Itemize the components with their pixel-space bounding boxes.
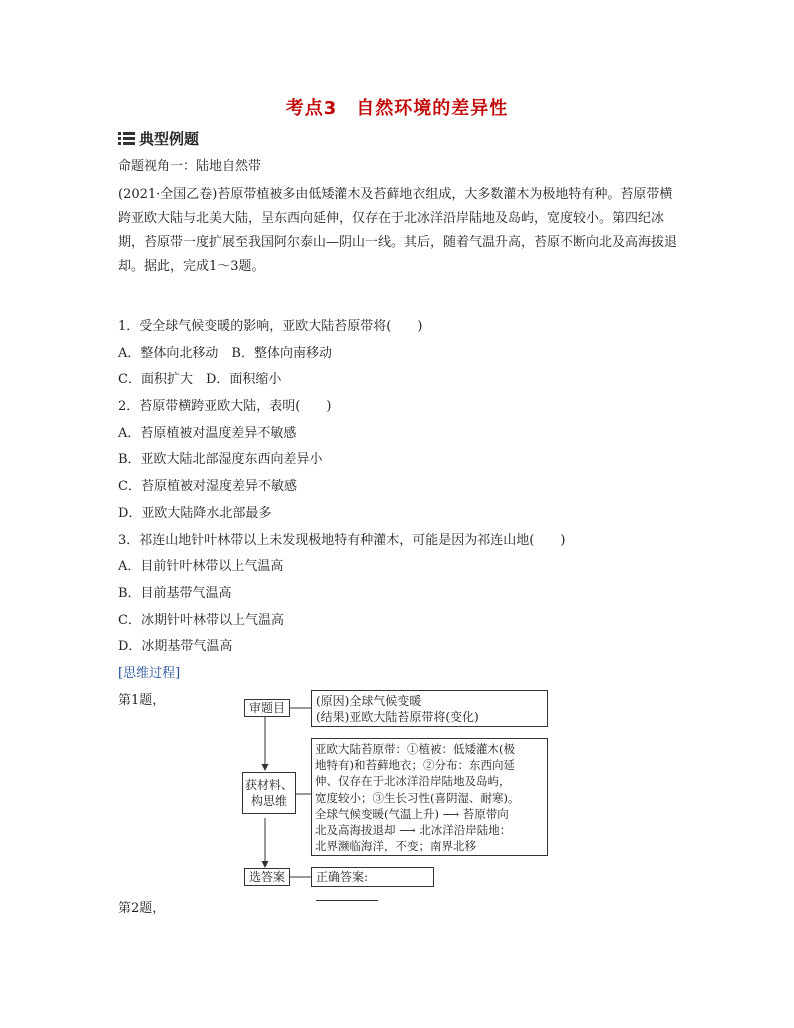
material-paragraph: (2021·全国乙卷)苔原带植被多由低矮灌木及苔藓地衣组成，大多数灌木为极地特有种。苔原带横跨亚欧大陆与北美大陆，呈东西向延伸，仅存在于北冰洋沿岸陆地及岛屿，宽度较小。第四纪冰期，苔原带一度扩展至我国阿尔泰山—阴山一线。其后，随着气温升高，苔原不断向北及高海拔退却。据此，完成1～3题。	[118, 186, 678, 274]
thinking-process-label: [思维过程]	[118, 665, 181, 681]
step-content-line: 北及高海拔退却 ⟶ 北冰洋沿岸陆地：	[315, 823, 512, 838]
step-content-line: (原因)全球气候变暖	[316, 694, 422, 708]
question-2-stem: 2．苔原带横跨亚欧大陆，表明( )	[118, 399, 332, 415]
question-2-option: B．亚欧大陆北部湿度东西向差异小	[118, 452, 323, 468]
question-2-option: C．苔原植被对湿度差异不敏感	[118, 479, 297, 495]
question-3-option: A．目前针叶林带以上气温高	[118, 559, 284, 575]
step-content-line: 亚欧大陆苔原带：①植被：低矮灌木(极	[315, 742, 515, 756]
step-content-review	[311, 690, 548, 727]
perspective-line: 命题视角一：陆地自然带	[118, 159, 262, 174]
step-content-line: 宽度较小；③生长习性(喜阴湿、耐寒)。	[315, 790, 520, 805]
question-1-option-row: C．面积扩大 D．面积缩小	[118, 372, 282, 388]
step-content-line: (结果)亚欧大陆苔原带将(变化)	[316, 710, 479, 724]
q1-label: 第1题，	[118, 692, 166, 708]
step-content-line: 全球气候变暖(气温上升) ⟶ 苔原带向	[315, 806, 509, 821]
question-1-stem: 1．受全球气候变暖的影响，亚欧大陆苔原带将( )	[118, 319, 423, 334]
section-heading-text: 典型例题	[139, 129, 200, 148]
step-content-line: 伸、仅存在于北冰洋沿岸陆地及岛屿，	[315, 774, 511, 789]
question-2-option: D．亚欧大陆降水北部最多	[118, 505, 272, 521]
question-3-stem: 3．祁连山地针叶林带以上未发现极地特有种灌木，可能是因为祁连山地( )	[118, 532, 566, 548]
q2-section	[118, 896, 678, 923]
step-label-material: 获材料、构思维	[242, 772, 296, 814]
question-1-option-row: A．整体向北移动 B．整体向南移动	[118, 345, 332, 361]
q2-label: 第2题，	[118, 901, 166, 916]
step-label-review: 审题目	[244, 699, 290, 717]
step-content-material	[311, 738, 548, 856]
page-title: 考点3 自然环境的差异性	[285, 98, 509, 119]
answer-prompt: 正确答案:	[316, 870, 369, 884]
question-3-option: C．冰期针叶林带以上气温高	[118, 612, 284, 628]
step-content-answer	[311, 867, 434, 887]
question-3-option: B．目前基带气温高	[118, 585, 232, 601]
step-content-line: 地特有)和苔藓地衣；②分布：东西向延	[315, 758, 515, 773]
step-label-answer: 选答案	[244, 868, 290, 886]
question-3-option: D．冰期基带气温高	[118, 639, 233, 655]
question-2-option: A．苔原植被对温度差异不敏感	[118, 425, 297, 441]
step-content-line: 北界濒临海洋，不变；南界北移	[315, 839, 476, 854]
